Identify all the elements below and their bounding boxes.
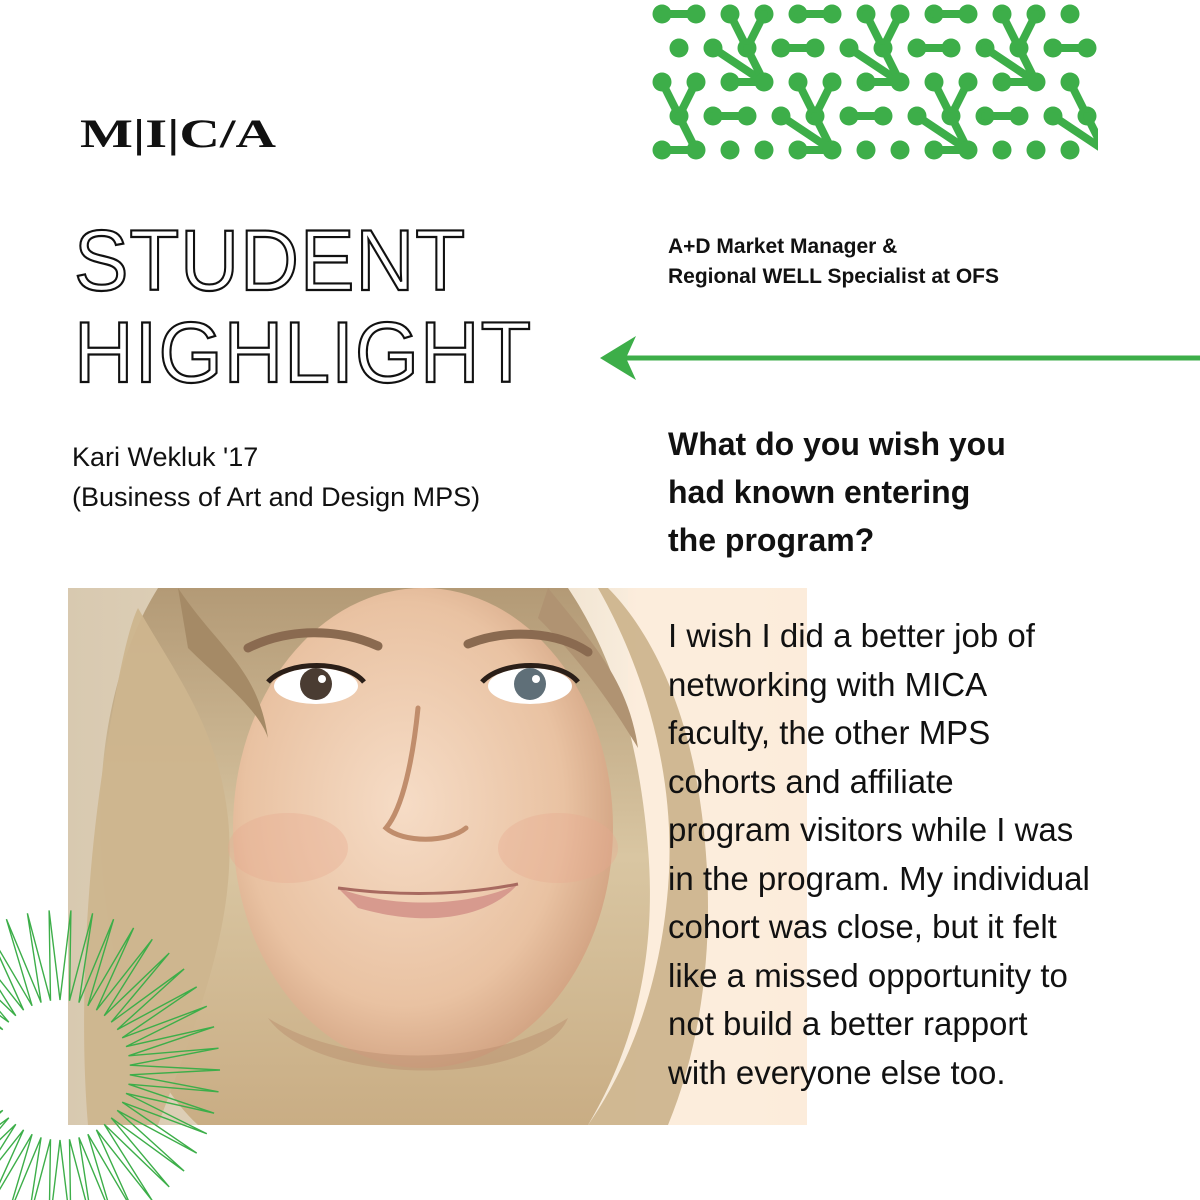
pattern-dot: [670, 39, 689, 58]
answer-line: like a missed opportunity to: [668, 956, 1068, 994]
answer-line: program visitors while I was: [668, 811, 1074, 848]
pattern-dot: [1061, 5, 1080, 24]
mica-logo: [80, 112, 280, 156]
question-line-3: the program?: [668, 522, 875, 558]
heading-line-highlight: HIGHLIGHT: [74, 305, 532, 394]
question-line-1: What do you wish you: [668, 426, 1006, 462]
pattern-dot: [823, 5, 842, 24]
arrow-left-icon: [596, 332, 1200, 388]
page-heading: [68, 214, 548, 394]
pattern-dot: [1078, 39, 1097, 58]
pattern-dot: [891, 141, 910, 160]
student-info: [72, 437, 592, 517]
answer-line: with everyone else too.: [668, 1053, 1006, 1091]
answer-line: in the program. My individual: [668, 859, 1090, 897]
student-program: (Business of Art and Design MPS): [72, 482, 481, 512]
interview-question: [668, 420, 1088, 564]
connected-dots-pattern: [648, 0, 1098, 190]
student-name: Kari Wekluk '17: [72, 442, 259, 472]
pattern-dot: [738, 107, 757, 126]
pattern-dot: [806, 39, 825, 58]
job-title: [668, 232, 1088, 292]
heading-line-student: STUDENT: [74, 214, 466, 309]
answer-line: cohorts and affiliate: [668, 762, 954, 800]
pattern-dot: [959, 141, 978, 160]
job-title-line-2: Regional WELL Specialist at OFS: [668, 265, 1000, 288]
answer-line: not build a better rapport: [668, 1005, 1028, 1042]
answer-line: networking with MICA: [668, 665, 988, 703]
pattern-dot: [874, 107, 893, 126]
answer-line: cohort was close, but it felt: [668, 908, 1057, 945]
pattern-dot: [1027, 141, 1046, 160]
answer-line: I wish I did a better job of: [668, 617, 1035, 654]
question-line-2: had known entering: [668, 474, 971, 510]
pattern-dot: [755, 141, 774, 160]
pattern-dot: [823, 141, 842, 160]
pattern-dot: [959, 5, 978, 24]
mica-logo-text: M|I|C/A: [80, 112, 277, 156]
pattern-dot: [755, 73, 774, 92]
pattern-dot: [687, 5, 706, 24]
pattern-dot: [1010, 107, 1029, 126]
job-title-line-1: A+D Market Manager &: [668, 235, 898, 258]
interview-answer: [668, 612, 1168, 1097]
pattern-dot: [1061, 141, 1080, 160]
pattern-dot: [857, 141, 876, 160]
pattern-dot: [687, 141, 706, 160]
pattern-dot: [1027, 73, 1046, 92]
starburst-lines: [0, 910, 220, 1200]
pattern-dot: [942, 39, 961, 58]
pattern-dot: [891, 73, 910, 92]
starburst-decoration: [0, 880, 300, 1200]
pattern-dot: [993, 141, 1012, 160]
answer-line: faculty, the other MPS: [668, 714, 991, 751]
pattern-dot: [721, 141, 740, 160]
